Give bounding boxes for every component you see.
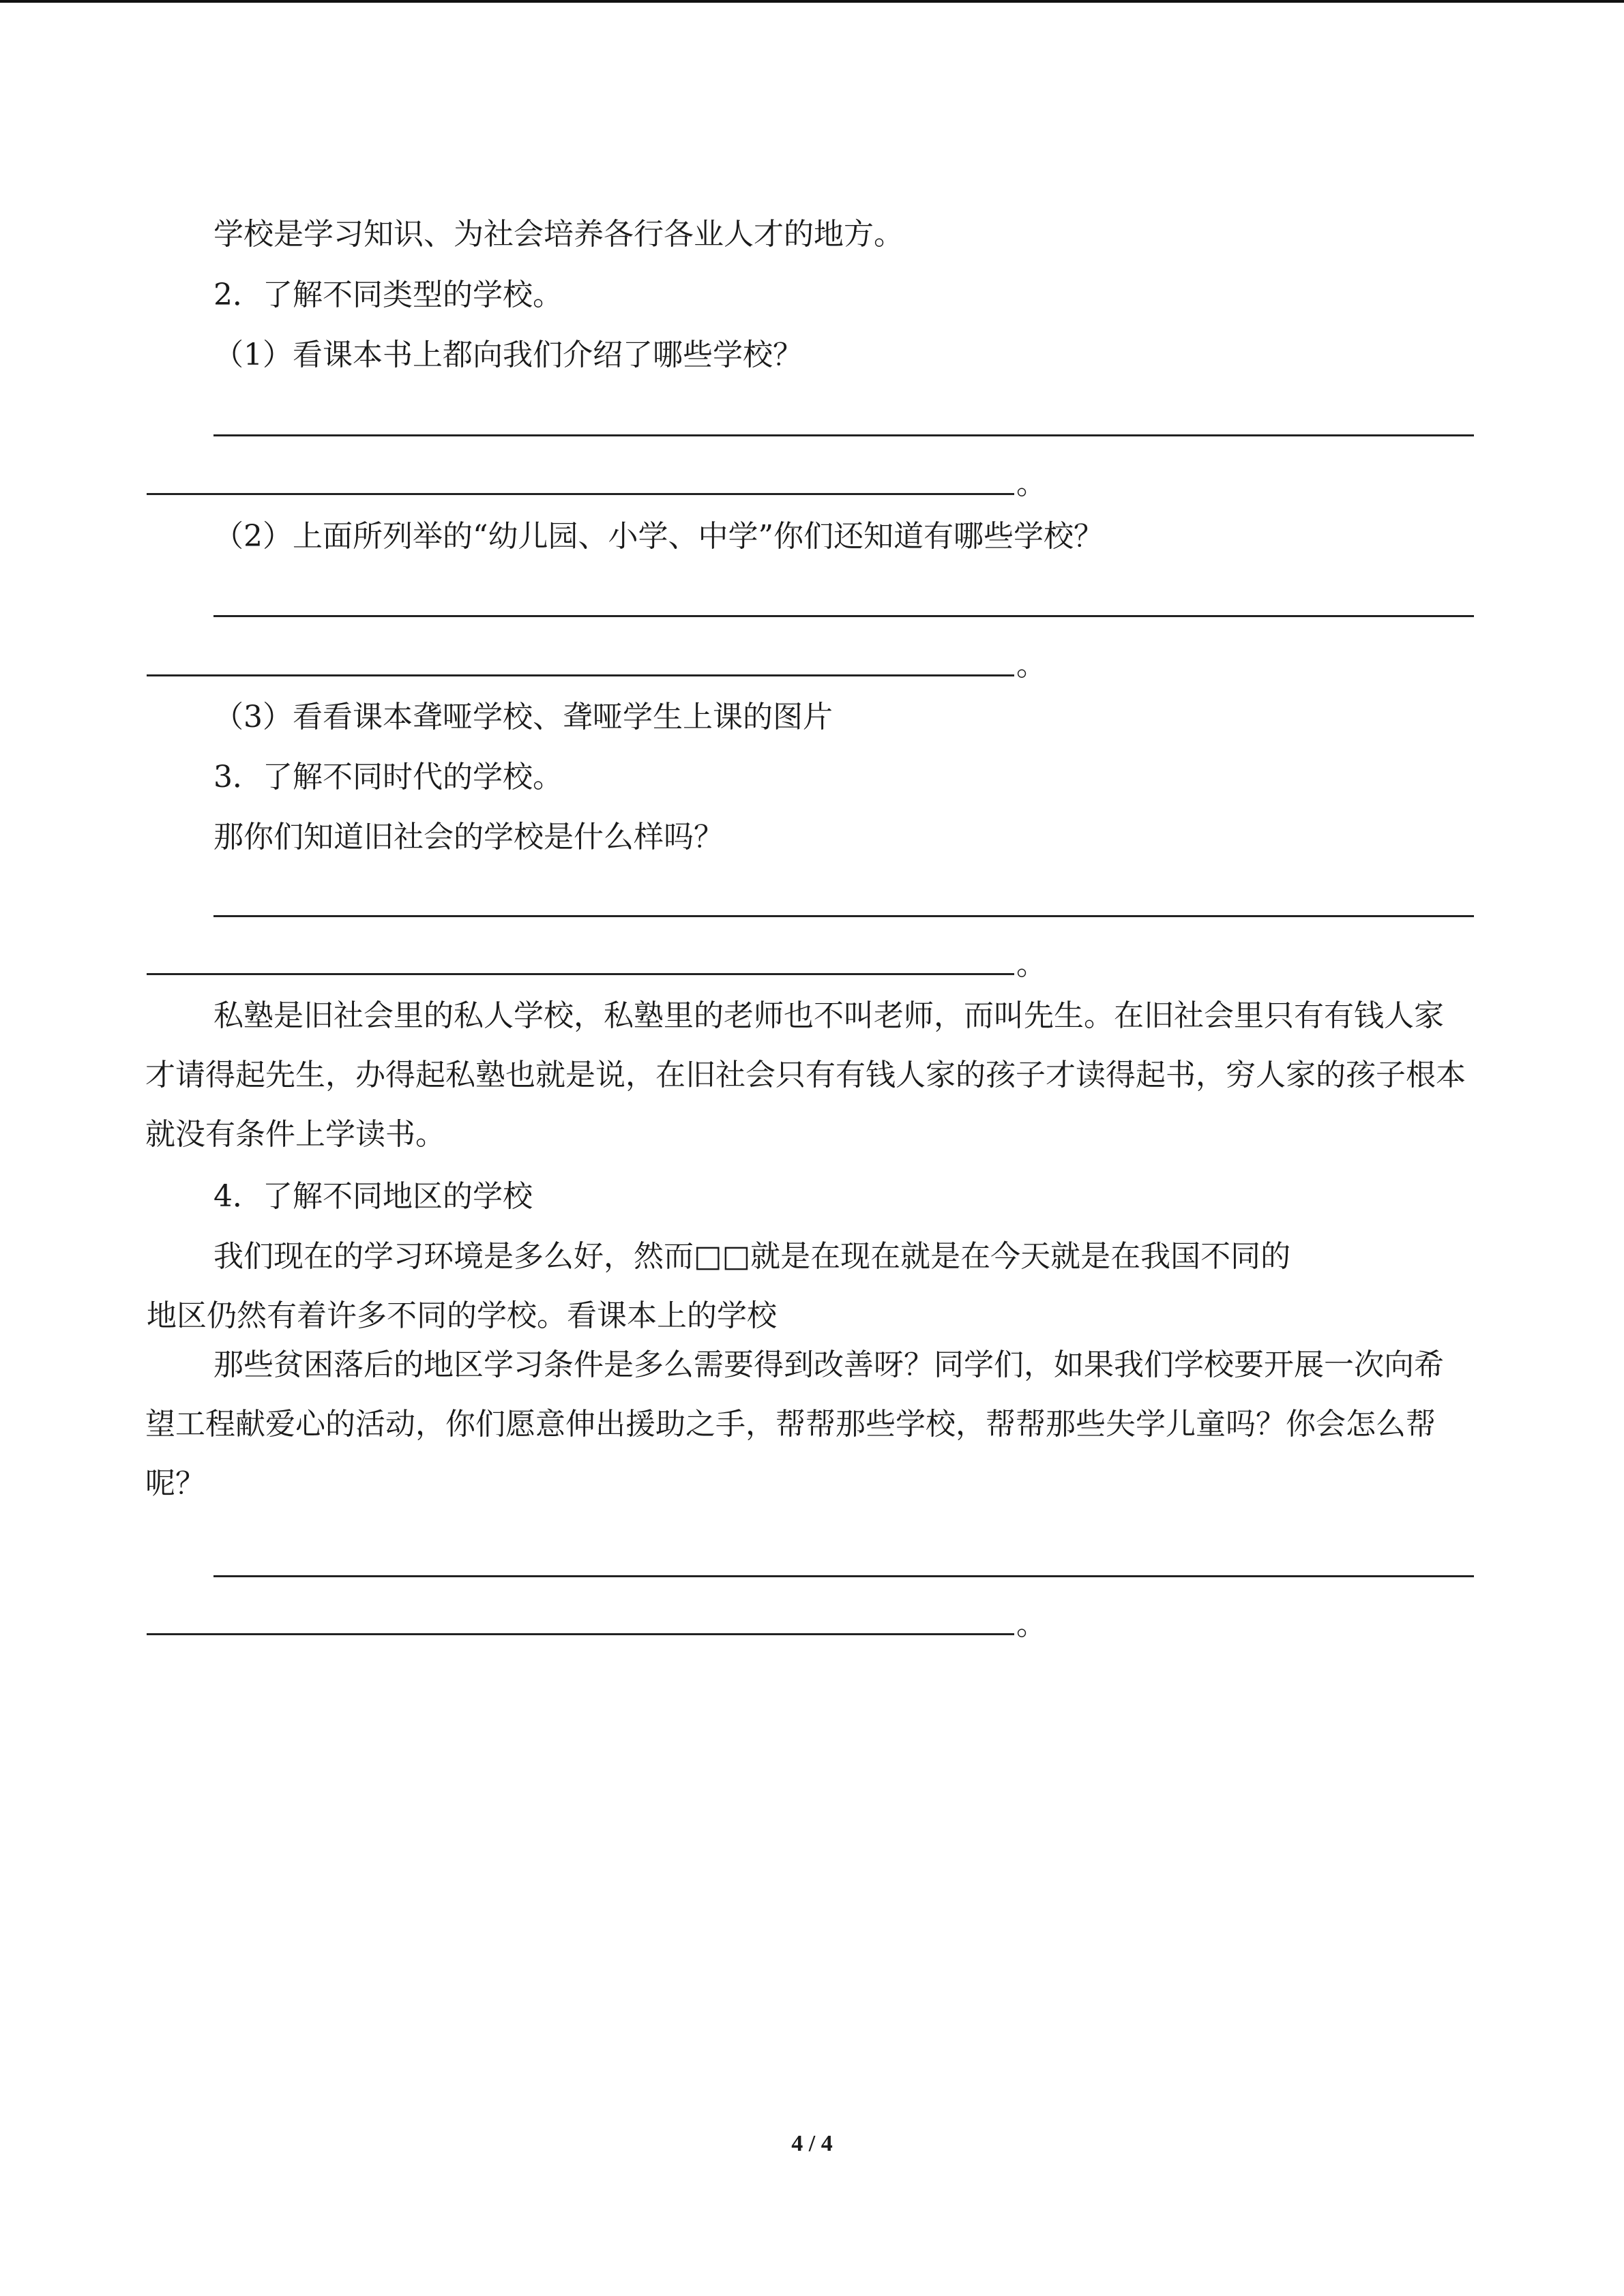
question-3: （3）看看课本聋哑学校、聋哑学生上课的图片 xyxy=(213,700,833,734)
answer-end-mark: 。 xyxy=(1016,648,1046,683)
answer-end-mark: 。 xyxy=(1016,947,1046,982)
answer-line[interactable] xyxy=(147,493,1014,495)
question-1: （1）看课本书上都向我们介绍了哪些学校？ xyxy=(213,338,803,372)
answer-line[interactable] xyxy=(147,973,1014,975)
paragraph-environment-line1: 我们现在的学习环境是多么好，然而□□就是在现在就是在今天就是在我国不同的 xyxy=(213,1239,1291,1274)
answer-line[interactable] xyxy=(147,674,1014,676)
paragraph-private-school: 私塾是旧社会里的私人学校，私塾里的老师也不叫老师，而叫先生。在旧社会里只有有钱人家才请得起先生，办得起私塾也就是说，在旧社会只有有钱人家的孩子才读得起书，穷人家的孩子根本就没有条件上学读书。 xyxy=(145,998,1466,1152)
answer-line[interactable] xyxy=(213,1575,1474,1577)
answer-end-mark: 。 xyxy=(1016,1607,1046,1642)
top-border-line xyxy=(0,0,1624,3)
section-heading-3: 3．了解不同时代的学校。 xyxy=(213,760,563,794)
answer-line[interactable] xyxy=(213,434,1474,436)
section-heading-2: 2．了解不同类型的学校。 xyxy=(213,278,563,312)
question-4: 那你们知道旧社会的学校是什么样吗？ xyxy=(213,820,724,854)
paragraph-school-definition: 学校是学习知识、为社会培养各行各业人才的地方。 xyxy=(213,217,904,252)
paragraph-hope-project: 那些贫困落后的地区学习条件是多么需要得到改善呀？同学们，如果我们学校要开展一次向希望工程献爱心的活动，你们愿意伸出援助之手，帮帮那些学校，帮帮那些失学儿童吗？你会怎么帮呢？ xyxy=(145,1347,1444,1501)
answer-line[interactable] xyxy=(213,615,1474,617)
answer-line[interactable] xyxy=(213,915,1474,917)
paragraph-environment-line2: 地区仍然有着许多不同的学校。看课本上的学校 xyxy=(147,1298,777,1333)
section-heading-4: 4．了解不同地区的学校 xyxy=(213,1179,533,1214)
page-number: 4 / 4 xyxy=(791,2131,833,2156)
answer-end-mark: 。 xyxy=(1016,466,1046,501)
answer-line[interactable] xyxy=(147,1633,1014,1635)
question-2: （2）上面所列举的“幼儿园、小学、中学”你们还知道有哪些学校？ xyxy=(213,519,1104,554)
